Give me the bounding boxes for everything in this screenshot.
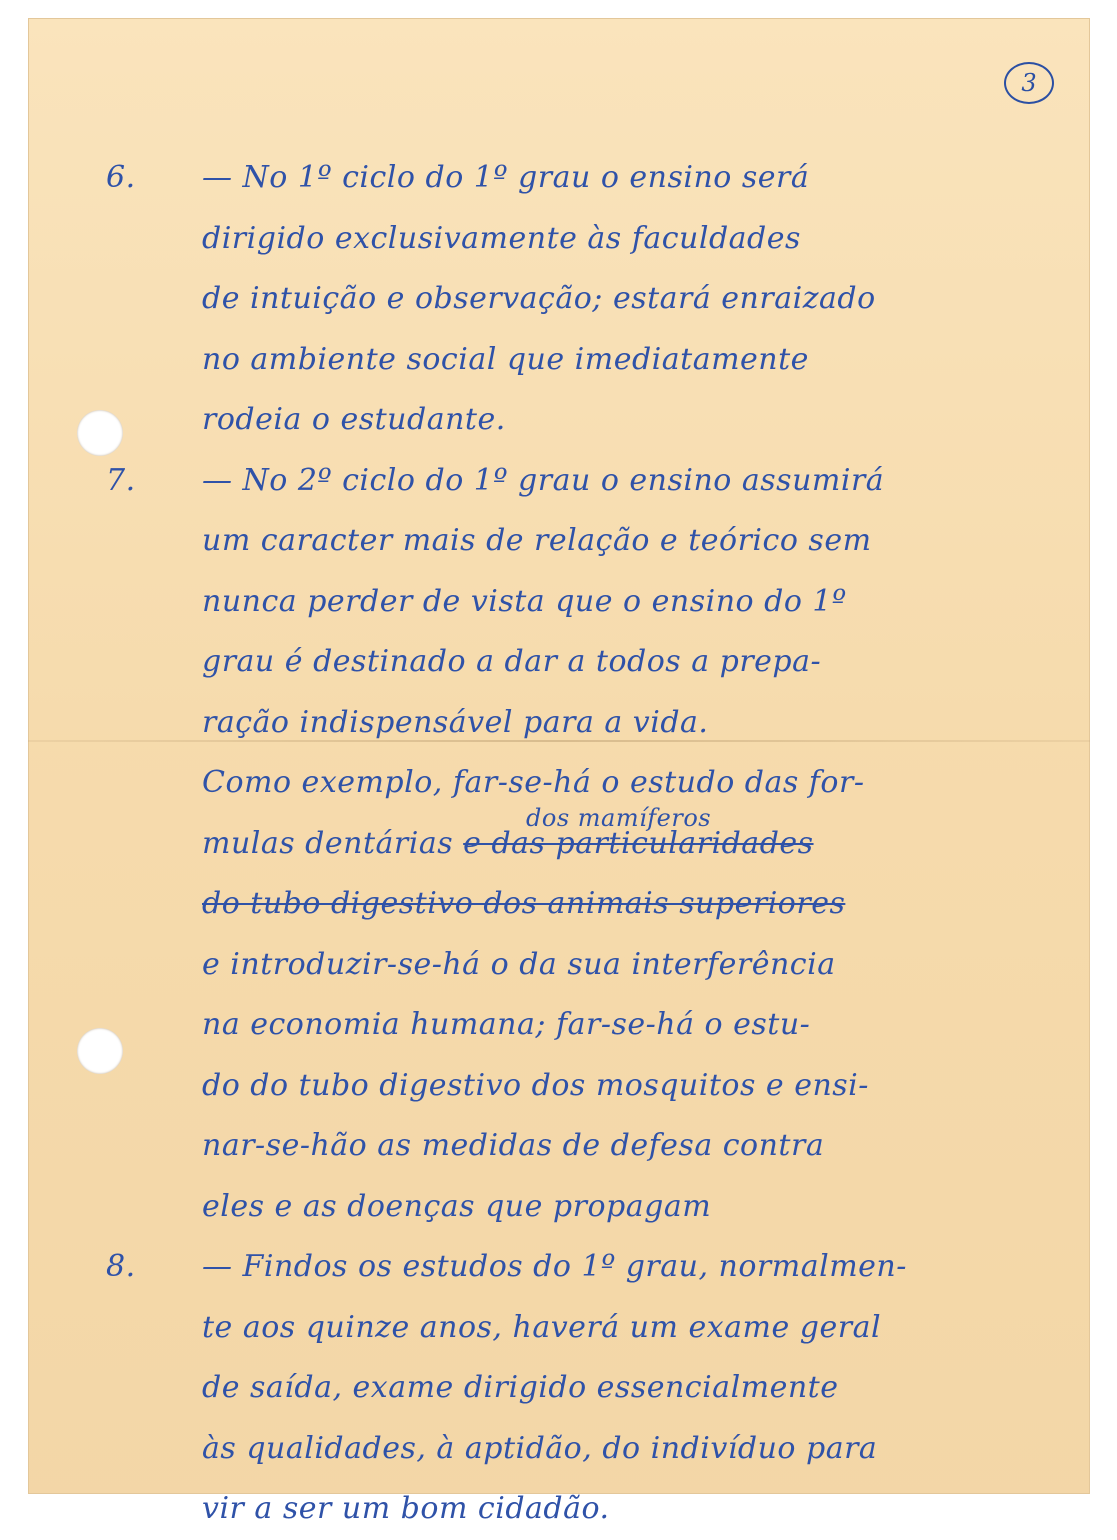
item-7-line-5: ração indispensável para a vida.	[202, 704, 709, 740]
inserted-correction: dos mamíferos	[526, 803, 712, 832]
item-7-example-line-6: nar-se-hão as medidas de defesa contra	[202, 1128, 825, 1163]
item-7-example-line-1: Como exemplo, far-se-há o estudo das for-	[202, 765, 865, 800]
struck-inline-text: e das particularidades	[463, 825, 814, 861]
struck-line-text: do tubo digestivo dos animais superiores	[202, 886, 846, 921]
item-8-line-1: — Findos os estudos do 1º grau, normalmen-	[202, 1249, 907, 1284]
item-7-line-4: grau é destinado a dar a todos a prepa-	[202, 644, 822, 679]
item-8-line-4: às qualidades, à aptidão, do indivíduo para	[202, 1430, 878, 1466]
item-8-number: 8.	[106, 1249, 136, 1284]
item-7-example-line-5: do do tubo digestivo dos mosquitos e ensi-	[202, 1067, 869, 1103]
item-8-line-2: te aos quinze anos, haverá um exame geral	[202, 1309, 882, 1345]
item-6	[106, 148, 1066, 451]
item-6-line-4: no ambiente social que imediatamente	[202, 341, 809, 377]
item-7-example-line-7: eles e as doenças que propagam	[202, 1188, 712, 1224]
item-6-number: 6.	[106, 160, 136, 195]
item-7-line-1: — No 2º ciclo do 1º grau o ensino assumirá	[202, 462, 885, 498]
page-number-circled	[1004, 62, 1054, 104]
item-7-example-line-4: na economia humana; far-se-há o estu-	[202, 1007, 811, 1042]
item-6-line-2: dirigido exclusivamente às faculdades	[202, 220, 801, 256]
item-8-line-5: vir a ser um bom cidadão.	[202, 1491, 610, 1526]
paper-sheet	[28, 18, 1090, 1526]
item-6-line-3: de intuição e observação; estará enraizado	[202, 281, 876, 316]
item-6-line-1: — No 1º ciclo do 1º grau o ensino será	[202, 160, 810, 195]
item-7-line-2: um caracter mais de relação e teórico sem	[202, 523, 872, 558]
item-7-line-3: nunca perder de vista que o ensino do 1º	[202, 583, 847, 619]
item-7-number: 7.	[106, 462, 136, 498]
item-6-line-5: rodeia o estudante.	[202, 402, 506, 437]
item-7	[106, 451, 1066, 1238]
handwritten-text-body	[106, 148, 1066, 1540]
item-8-line-3: de saída, exame dirigido essencialmente	[202, 1370, 839, 1405]
item-7-example-line-2: mulas dentárias	[202, 825, 454, 861]
item-8	[106, 1237, 1066, 1540]
item-7-example-line-3: e introduzir-se-há o da sua interferência	[202, 946, 836, 982]
page-number-text: 3	[1021, 69, 1037, 97]
